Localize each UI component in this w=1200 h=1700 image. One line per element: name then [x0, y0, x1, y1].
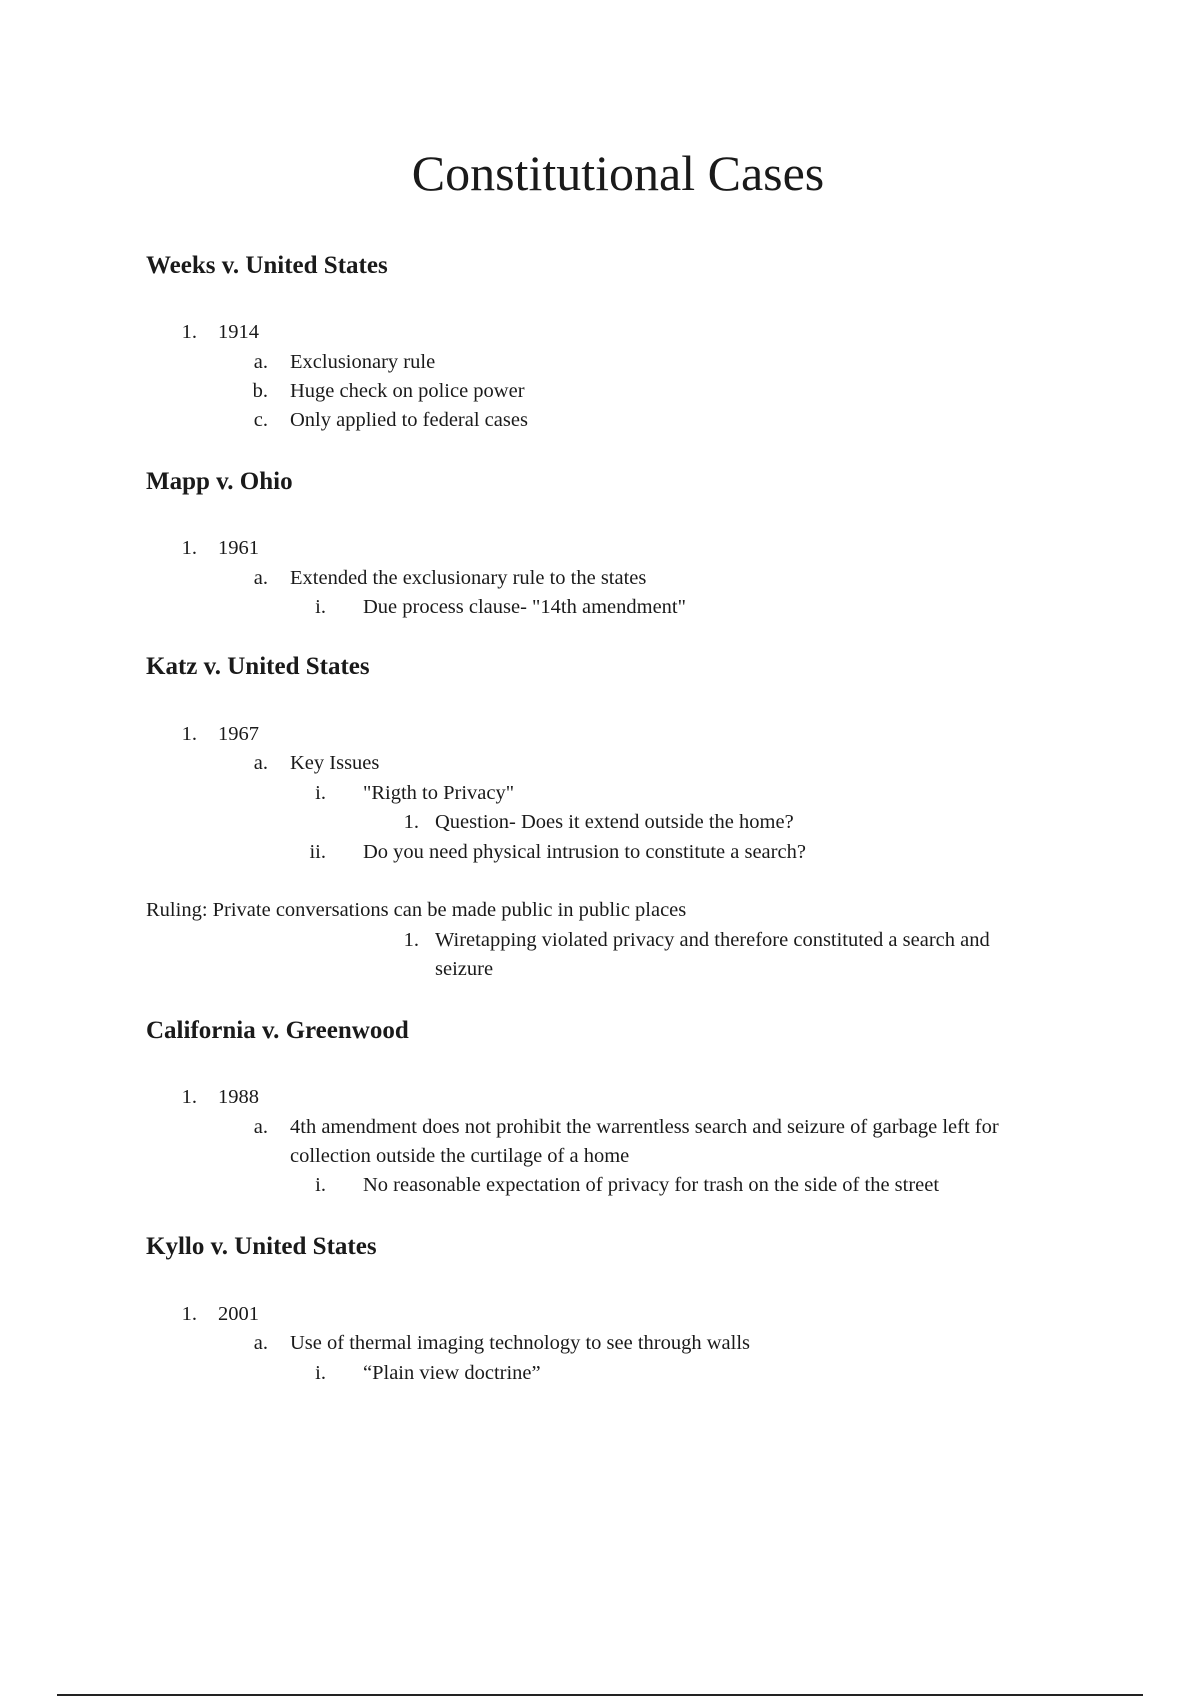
list-marker: i. — [315, 596, 326, 618]
list-marker: a. — [253, 752, 268, 774]
list-text: 2001 — [218, 1303, 259, 1325]
case-heading-weeks: Weeks v. United States — [146, 252, 388, 279]
case-heading-kyllo: Kyllo v. United States — [146, 1233, 377, 1260]
list-text: Question- Does it extend outside the home? — [435, 811, 794, 833]
list-text: collection outside the curtilage of a home — [290, 1145, 630, 1167]
list-marker: i. — [315, 1174, 326, 1196]
list-text: Wiretapping violated privacy and therefore constituted a search and — [435, 929, 990, 951]
list-text: 1914 — [218, 321, 259, 343]
list-text: "Rigth to Privacy" — [363, 782, 515, 804]
list-marker: a. — [253, 1116, 268, 1138]
page-title: Constitutional Cases — [411, 145, 825, 201]
ruling-text: Ruling: Private conversations can be made public in public places — [146, 899, 687, 921]
list-text: Due process clause- "14th amendment" — [363, 596, 686, 618]
list-marker: 1. — [181, 321, 197, 343]
bottom-divider — [57, 1694, 1143, 1696]
list-text: Exclusionary rule — [290, 351, 436, 373]
list-text: 1988 — [218, 1086, 259, 1108]
list-marker: a. — [253, 351, 268, 373]
list-text: Do you need physical intrusion to constitute a search? — [363, 841, 806, 863]
list-marker: i. — [315, 782, 326, 804]
list-text: Extended the exclusionary rule to the states — [290, 567, 647, 589]
list-marker: 1. — [403, 811, 419, 833]
list-text: 1967 — [218, 723, 259, 745]
list-text: Use of thermal imaging technology to see through walls — [290, 1332, 751, 1354]
case-heading-mapp: Mapp v. Ohio — [146, 468, 293, 495]
list-marker: 1. — [181, 1303, 197, 1325]
list-marker: a. — [253, 1332, 268, 1354]
list-marker: ii. — [309, 841, 326, 863]
list-text: “Plain view doctrine” — [363, 1362, 541, 1384]
list-text: Key Issues — [290, 752, 380, 774]
case-heading-greenwood: California v. Greenwood — [146, 1017, 409, 1044]
list-text: seizure — [435, 958, 494, 980]
list-marker: b. — [252, 380, 268, 402]
list-marker: 1. — [181, 1086, 197, 1108]
list-marker: a. — [253, 567, 268, 589]
list-marker: c. — [253, 409, 268, 431]
case-heading-katz: Katz v. United States — [146, 653, 370, 680]
list-marker: i. — [315, 1362, 326, 1384]
list-text: Huge check on police power — [290, 380, 525, 402]
list-text: No reasonable expectation of privacy for trash on the side of the street — [363, 1174, 940, 1196]
list-marker: 1. — [403, 929, 419, 951]
list-text: 1961 — [218, 537, 259, 559]
list-marker: 1. — [181, 723, 197, 745]
list-text: Only applied to federal cases — [290, 409, 528, 431]
list-marker: 1. — [181, 537, 197, 559]
list-text: 4th amendment does not prohibit the warrentless search and seizure of garbage left for — [290, 1116, 999, 1138]
